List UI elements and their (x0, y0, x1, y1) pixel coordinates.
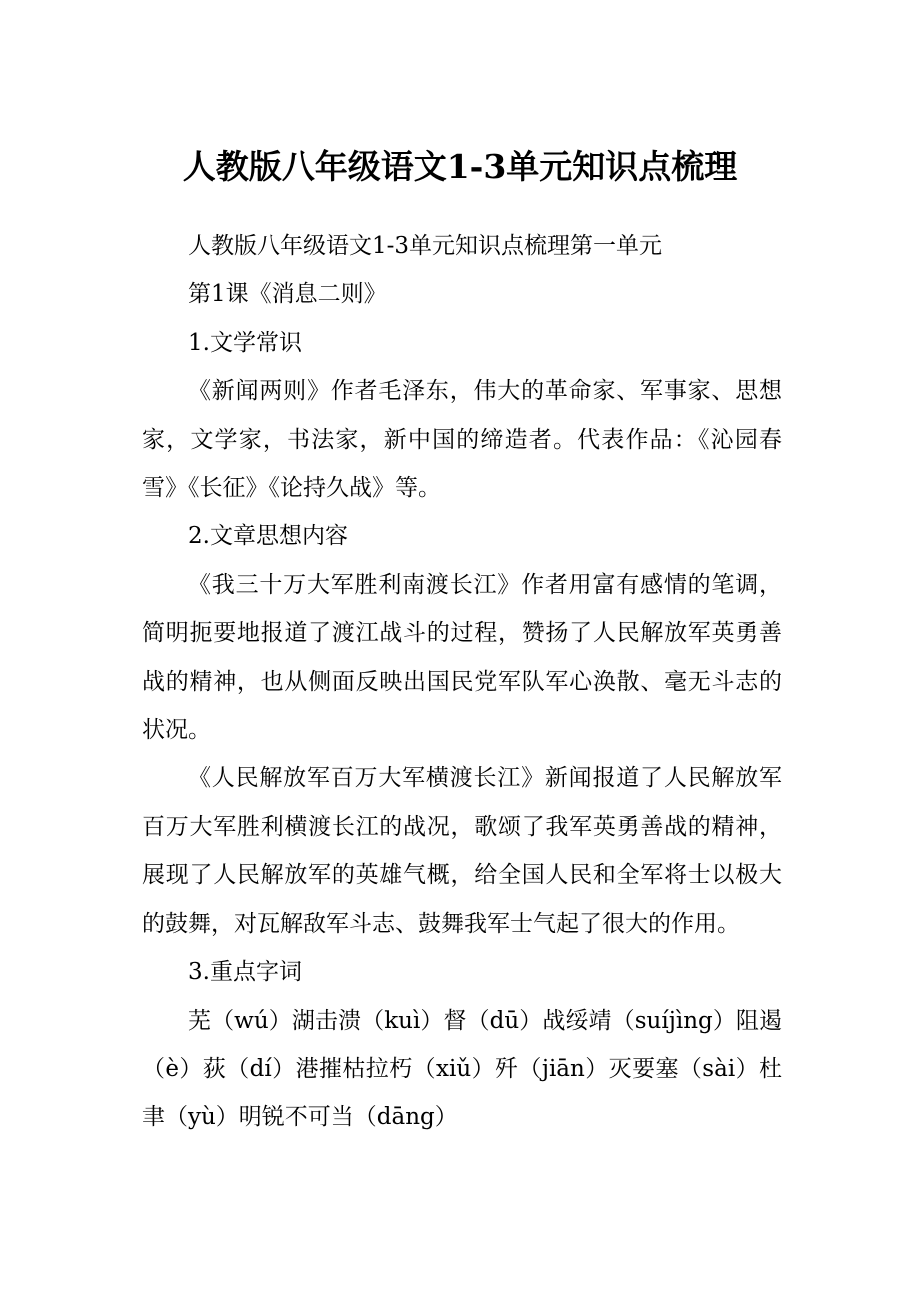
document-body (142, 222, 782, 1142)
document-title: 人教版八年级语文1-3单元知识点梳理 (182, 147, 738, 186)
paragraph-news-one: 《我三十万大军胜利南渡长江》作者用富有感情的笔调，简明扼要地报道了渡江战斗的过程，赞扬了人民解放军英勇善战的精神，也从侧面反映出国民党军队军心涣散、毫无斗志的状况。 (142, 571, 782, 744)
paragraph-unit-heading: 人教版八年级语文1-3单元知识点梳理第一单元 (188, 233, 663, 259)
paragraph-author-info: 《新闻两则》作者毛泽东，伟大的革命家、军事家、思想家，文学家，书法家，新中国的缔造者。代表作品：《沁园春雪》《长征》《论持久战》等。 (142, 378, 782, 502)
paragraph-section-literature: 1.文学常识 (188, 329, 302, 356)
paragraph-lesson-title: 第1课《消息二则》 (188, 281, 387, 308)
paragraph-section-vocab: 3.重点字词 (188, 959, 302, 986)
paragraph-vocab-list: 芜（wú）湖击溃（kuì）督（dū）战绥靖（suíjìng）阻遏（è）荻（dí）港摧枯拉朽（xiǔ）歼（jiān）灭要塞（sài）杜聿（yù）明锐不可当（dāng） (142, 1007, 782, 1131)
paragraph-news-two: 《人民解放军百万大军横渡长江》新闻报道了人民解放军百万大军胜利横渡长江的战况，歌颂了我军英勇善战的精神，展现了人民解放军的英雄气概，给全国人民和全军将士以极大的鼓舞，对瓦解敌军斗志、鼓舞我军士气起了很大的作用。 (142, 765, 782, 937)
paragraph-section-content: 2.文章思想内容 (188, 523, 348, 550)
